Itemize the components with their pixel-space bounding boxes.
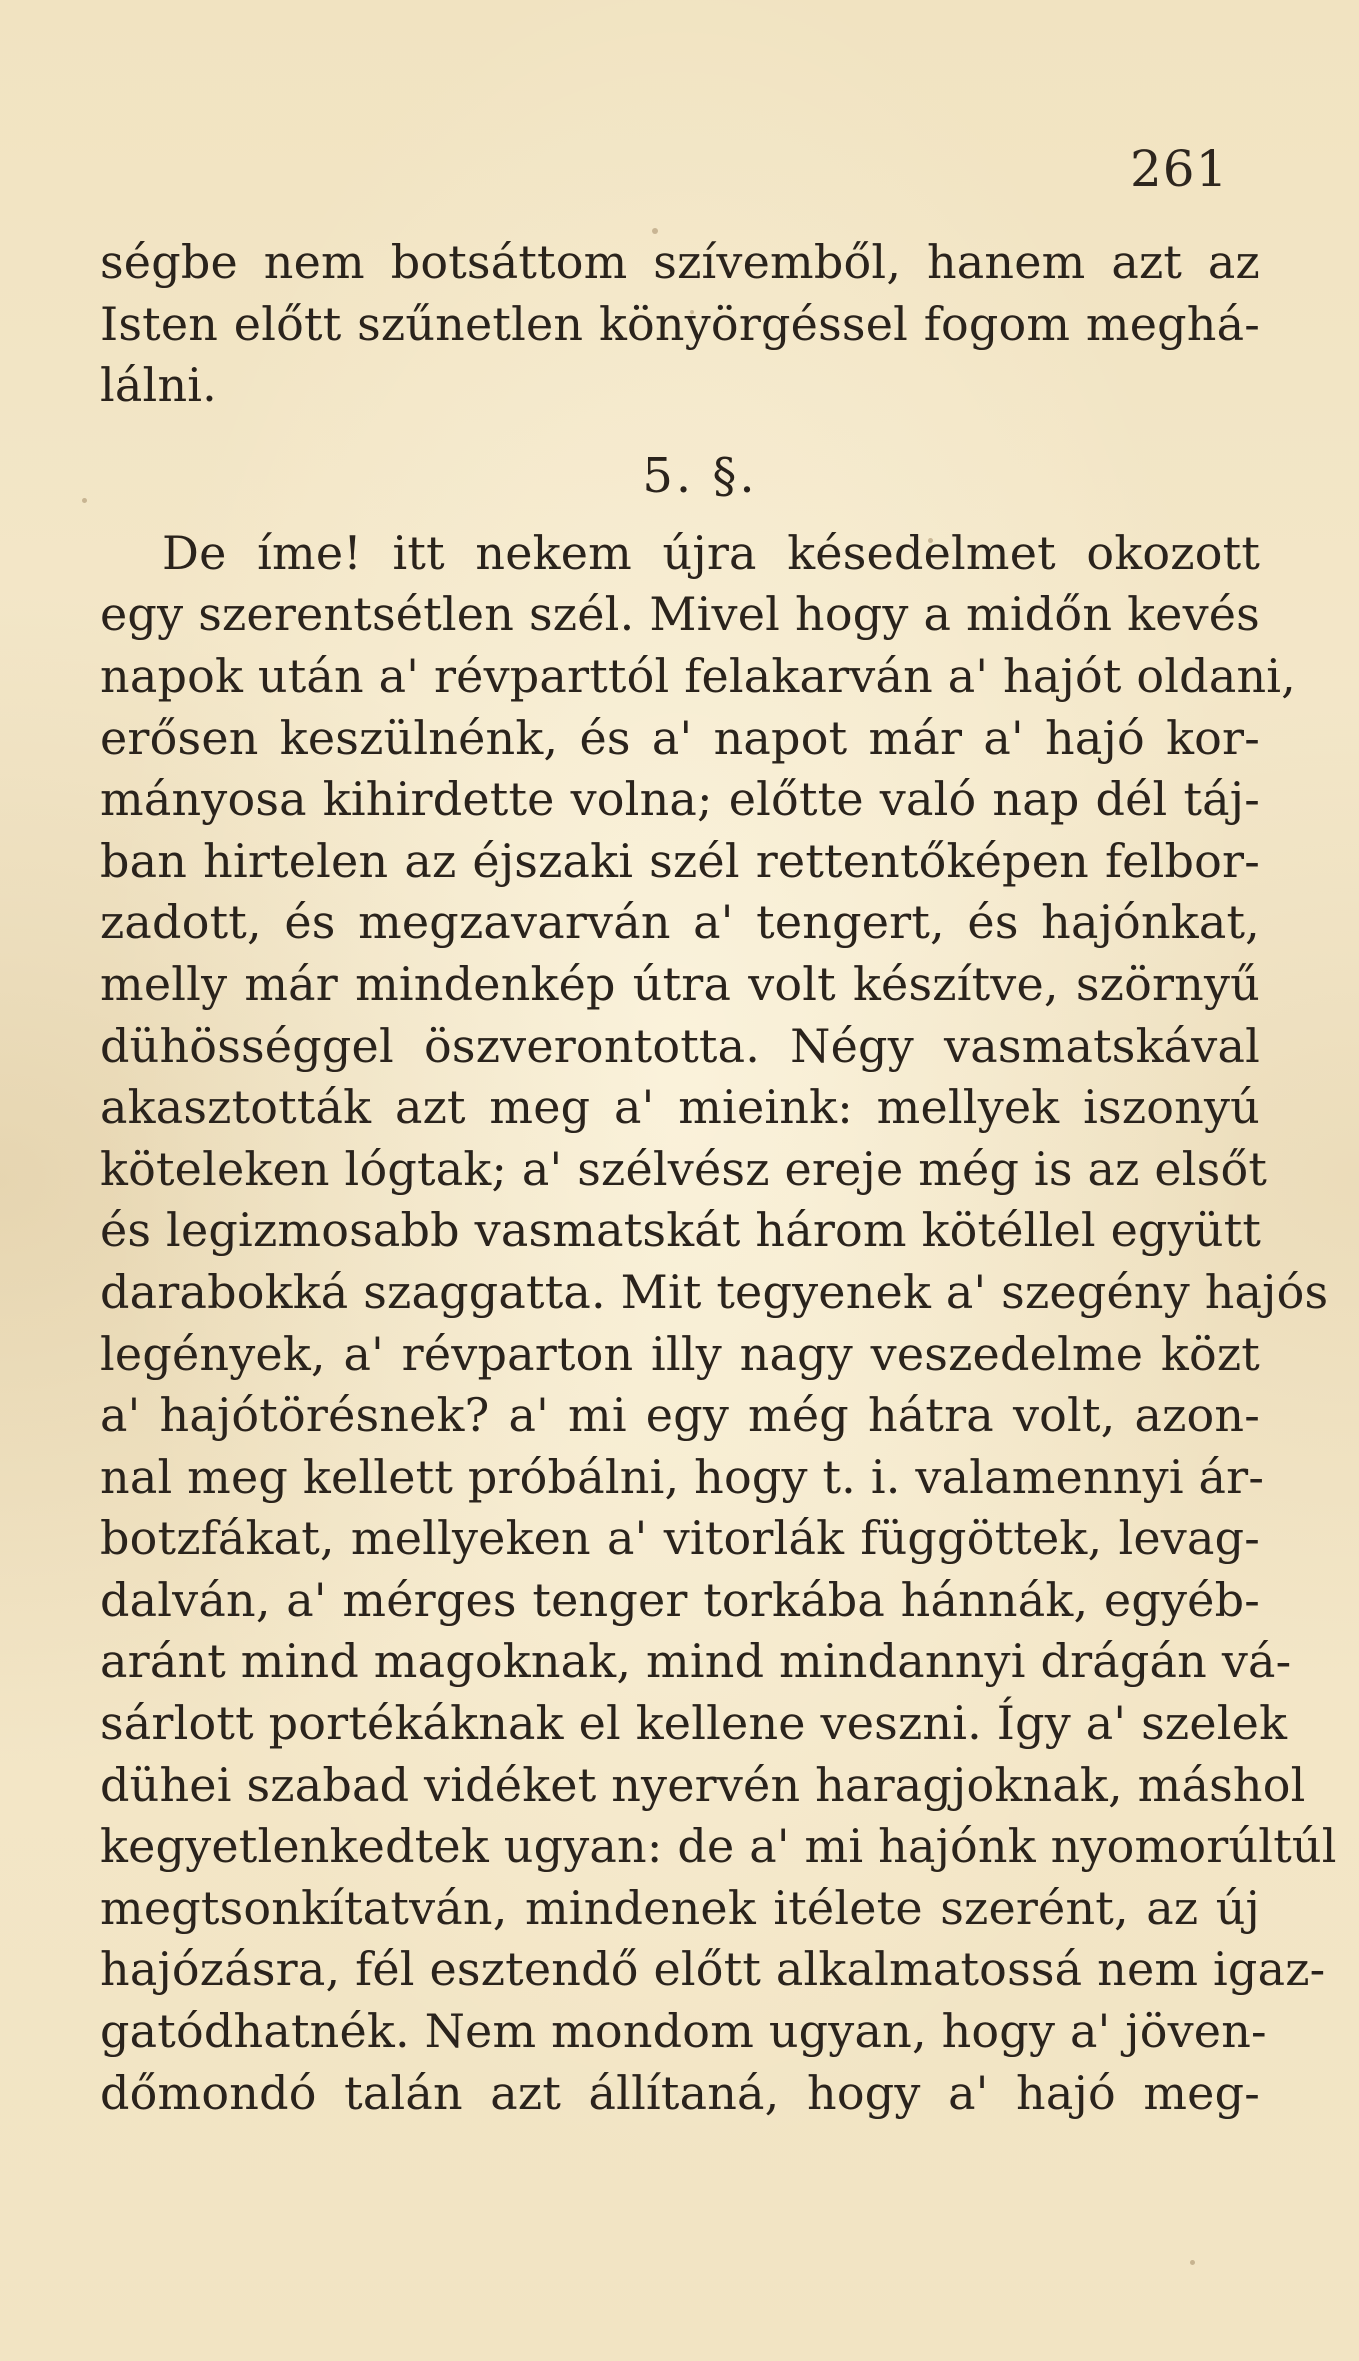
- text-line: erősen keszülnénk, és a' napot már a' hajó kor-: [100, 710, 1260, 765]
- text-line: ban hirtelen az éjszaki szél rettentőképen felbor-: [100, 833, 1260, 888]
- text-line: botzfákat, mellyeken a' vitorlák függöttek, levag-: [100, 1511, 1260, 1566]
- text-line: akasztották azt meg a' mieink: mellyek iszonyú: [100, 1080, 1260, 1135]
- text-line: gatódhatnék. Nem mondom ugyan, hogy a' jöven-: [100, 2004, 1267, 2059]
- paper-spot: [82, 498, 87, 503]
- text-line: legények, a' révparton illy nagy veszedelme közt: [100, 1326, 1260, 1381]
- text-line: De íme! itt nekem újra késedelmet okozott: [162, 525, 1260, 580]
- text-line: köteleken lógtak; a' szélvész ereje még is az elsőt: [100, 1141, 1268, 1196]
- page-number: 261: [1130, 140, 1229, 198]
- text-line: dühösséggel öszverontotta. Négy vasmatskával: [100, 1018, 1260, 1073]
- text-line: és legizmosabb vasmatskát három kötéllel együtt: [100, 1203, 1262, 1258]
- text-line: kegyetlenkedtek ugyan: de a' mi hajónk nyomorúltúl: [100, 1819, 1337, 1874]
- text-line: hajózásra, fél esztendő előtt alkalmatossá nem igaz-: [100, 1942, 1326, 1997]
- text-line: zadott, és megzavarván a' tengert, és hajónkat,: [100, 895, 1260, 950]
- text-line: dőmondó talán azt állítaná, hogy a' hajó meg-: [100, 2065, 1260, 2120]
- text-line: mányosa kihirdette volna; előtte való nap dél táj-: [100, 772, 1260, 827]
- text-line: napok után a' révparttól felakarván a' hajót oldani,: [100, 648, 1297, 703]
- text-line: megtsonkítatván, mindenek itélete szerént, az új: [100, 1880, 1260, 1935]
- text-line: nal meg kellett próbálni, hogy t. i. valamennyi ár-: [100, 1449, 1265, 1504]
- body-text: [100, 232, 1337, 2124]
- text-line: egy szerentsétlen szél. Mivel hogy a midőn kevés: [100, 587, 1260, 642]
- text-line: Isten előtt szűnetlen könyörgéssel fogom meghá-: [100, 296, 1260, 351]
- section-heading: 5. §.: [642, 447, 758, 504]
- paper-spot: [1190, 2260, 1195, 2265]
- paragraph-2: [100, 523, 1337, 2124]
- paragraph-1: [100, 232, 1260, 417]
- text-line: dalván, a' mérges tenger torkába hánnák, egyéb-: [100, 1572, 1260, 1627]
- text-line: ségbe nem botsáttom szívemből, hanem azt az: [100, 235, 1260, 289]
- text-line: lálni.: [100, 358, 218, 413]
- text-line: darabokká szaggatta. Mit tegyenek a' szegény hajós: [100, 1264, 1329, 1319]
- text-line: melly már mindenkép útra volt készítve, szörnyű: [100, 956, 1260, 1011]
- text-line: sárlott portékáknak el kellene veszni. Így a' szelek: [100, 1696, 1288, 1751]
- text-line: dühei szabad vidéket nyervén haragjoknak, máshol: [100, 1757, 1306, 1812]
- text-line: aránt mind magoknak, mind mindannyi drágán vá-: [100, 1634, 1292, 1689]
- text-line: a' hajótörésnek? a' mi egy még hátra volt, azon-: [100, 1388, 1260, 1443]
